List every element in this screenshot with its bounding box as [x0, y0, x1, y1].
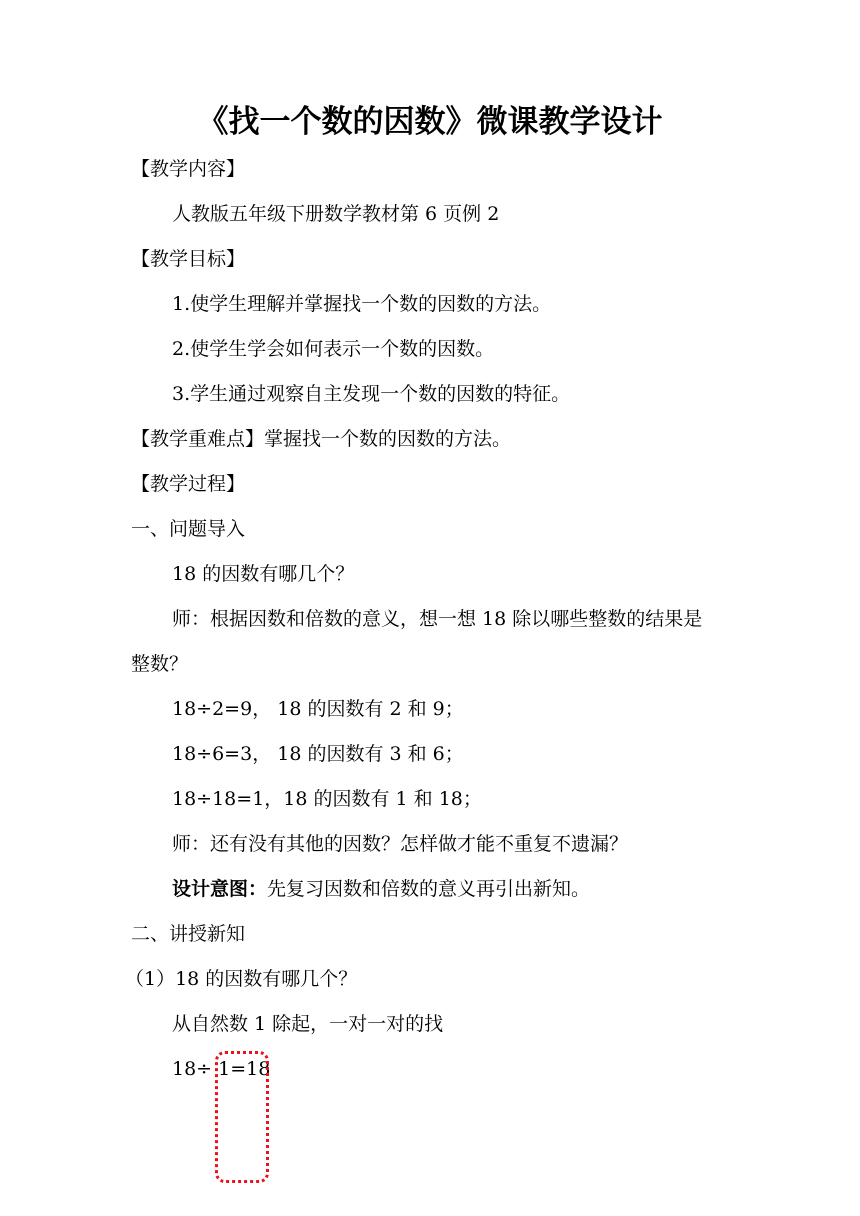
design-intent-text: 先复习因数和倍数的意义再引出新知。 [267, 878, 591, 900]
document-title: 《找一个数的因数》微课教学设计 [197, 104, 663, 140]
division-prefix: 18÷ [172, 1058, 213, 1080]
teaching-goals-heading: 【教学目标】 [131, 248, 246, 270]
teacher-prompt-line-2: 整数？ [131, 653, 189, 675]
section-one-question: 18 的因数有哪几个？ [172, 563, 355, 585]
section-two-heading: 二、讲授新知 [131, 923, 246, 945]
goal-item: 2.使学生学会如何表示一个数的因数。 [172, 338, 495, 360]
goal-item: 3.学生通过观察自主发现一个数的因数的特征。 [172, 383, 571, 405]
teaching-process-heading: 【教学过程】 [131, 473, 246, 495]
key-points-text: 掌握找一个数的因数的方法。 [264, 428, 512, 450]
section-one-heading: 一、问题导入 [131, 518, 246, 540]
key-points-heading: 【教学重难点】 [131, 428, 265, 450]
goal-item: 1.使学生理解并掌握找一个数的因数的方法。 [172, 293, 552, 315]
teacher-prompt-line-1: 师：根据因数和倍数的意义，想一想 18 除以哪些整数的结果是 [172, 608, 703, 630]
divisor-highlight-box [215, 1051, 269, 1183]
design-intent-label: 设计意图： [172, 878, 268, 900]
equation-line: 18÷2=9， 18 的因数有 2 和 9； [172, 698, 464, 720]
teaching-content-heading: 【教学内容】 [131, 158, 246, 180]
subsection-one-heading: （1）18 的因数有哪几个？ [125, 968, 358, 990]
equation-line: 18÷6=3， 18 的因数有 3 和 6； [172, 743, 464, 765]
design-intent-line [172, 875, 590, 903]
teacher-question: 师：还有没有其他的因数？怎样做才能不重复不遗漏？ [172, 833, 629, 855]
teaching-content-text: 人教版五年级下册数学教材第 6 页例 2 [172, 203, 500, 225]
equation-line: 18÷18=1，18 的因数有 1 和 18； [172, 788, 482, 810]
division-first-result: 1=18 [218, 1058, 271, 1080]
method-text: 从自然数 1 除起，一对一对的找 [172, 1013, 444, 1035]
key-points-line [131, 425, 511, 453]
